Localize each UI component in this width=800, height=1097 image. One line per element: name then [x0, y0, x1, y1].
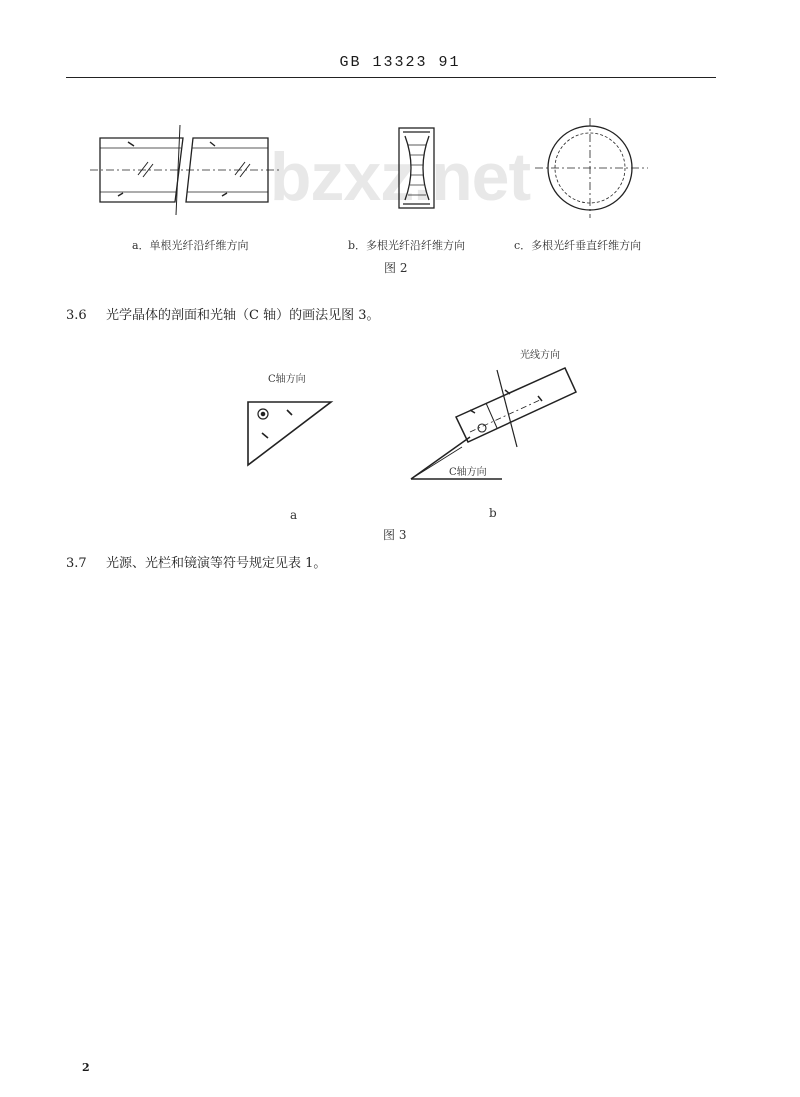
- section-3-6-number: 3.6: [66, 308, 87, 323]
- fig3a-axis-label: C轴方向: [268, 374, 306, 385]
- fig3a-sublabel: a: [290, 508, 298, 522]
- watermark: bzxz.net: [269, 139, 531, 215]
- fig2c-multi-fiber-perpendicular: [535, 118, 648, 218]
- figure-3-title: 图 3: [383, 528, 407, 542]
- fig2a-single-fiber: [90, 125, 280, 215]
- fig2b-caption: b．多根光纤沿纤维方向: [348, 239, 466, 252]
- fig2b-multi-fiber: [399, 128, 434, 208]
- section-3-6: [66, 304, 379, 323]
- fig3b-axis-label: C轴方向: [449, 467, 487, 478]
- fig2a-caption: a．单根光纤沿纤维方向: [132, 239, 249, 252]
- section-3-7: [66, 552, 326, 571]
- fig3b-light-label: 光线方向: [520, 350, 560, 361]
- figure-2-title: 图 2: [384, 261, 408, 275]
- fig3b-crystal-oblique: [411, 368, 576, 479]
- fig3a-crystal-section: [248, 402, 331, 465]
- standard-header: GB 13323 91: [339, 54, 461, 71]
- fig3b-sublabel: b: [489, 506, 497, 520]
- section-3-7-text: 光源、光栏和镜演等符号规定见表 1。: [106, 556, 327, 571]
- section-3-6-text: 光学晶体的剖面和光轴（C 轴）的画法见图 3。: [106, 308, 380, 323]
- fig2c-caption: c．多根光纤垂直纤维方向: [514, 239, 642, 252]
- page-number: 2: [82, 1061, 90, 1074]
- section-3-7-number: 3.7: [66, 556, 87, 571]
